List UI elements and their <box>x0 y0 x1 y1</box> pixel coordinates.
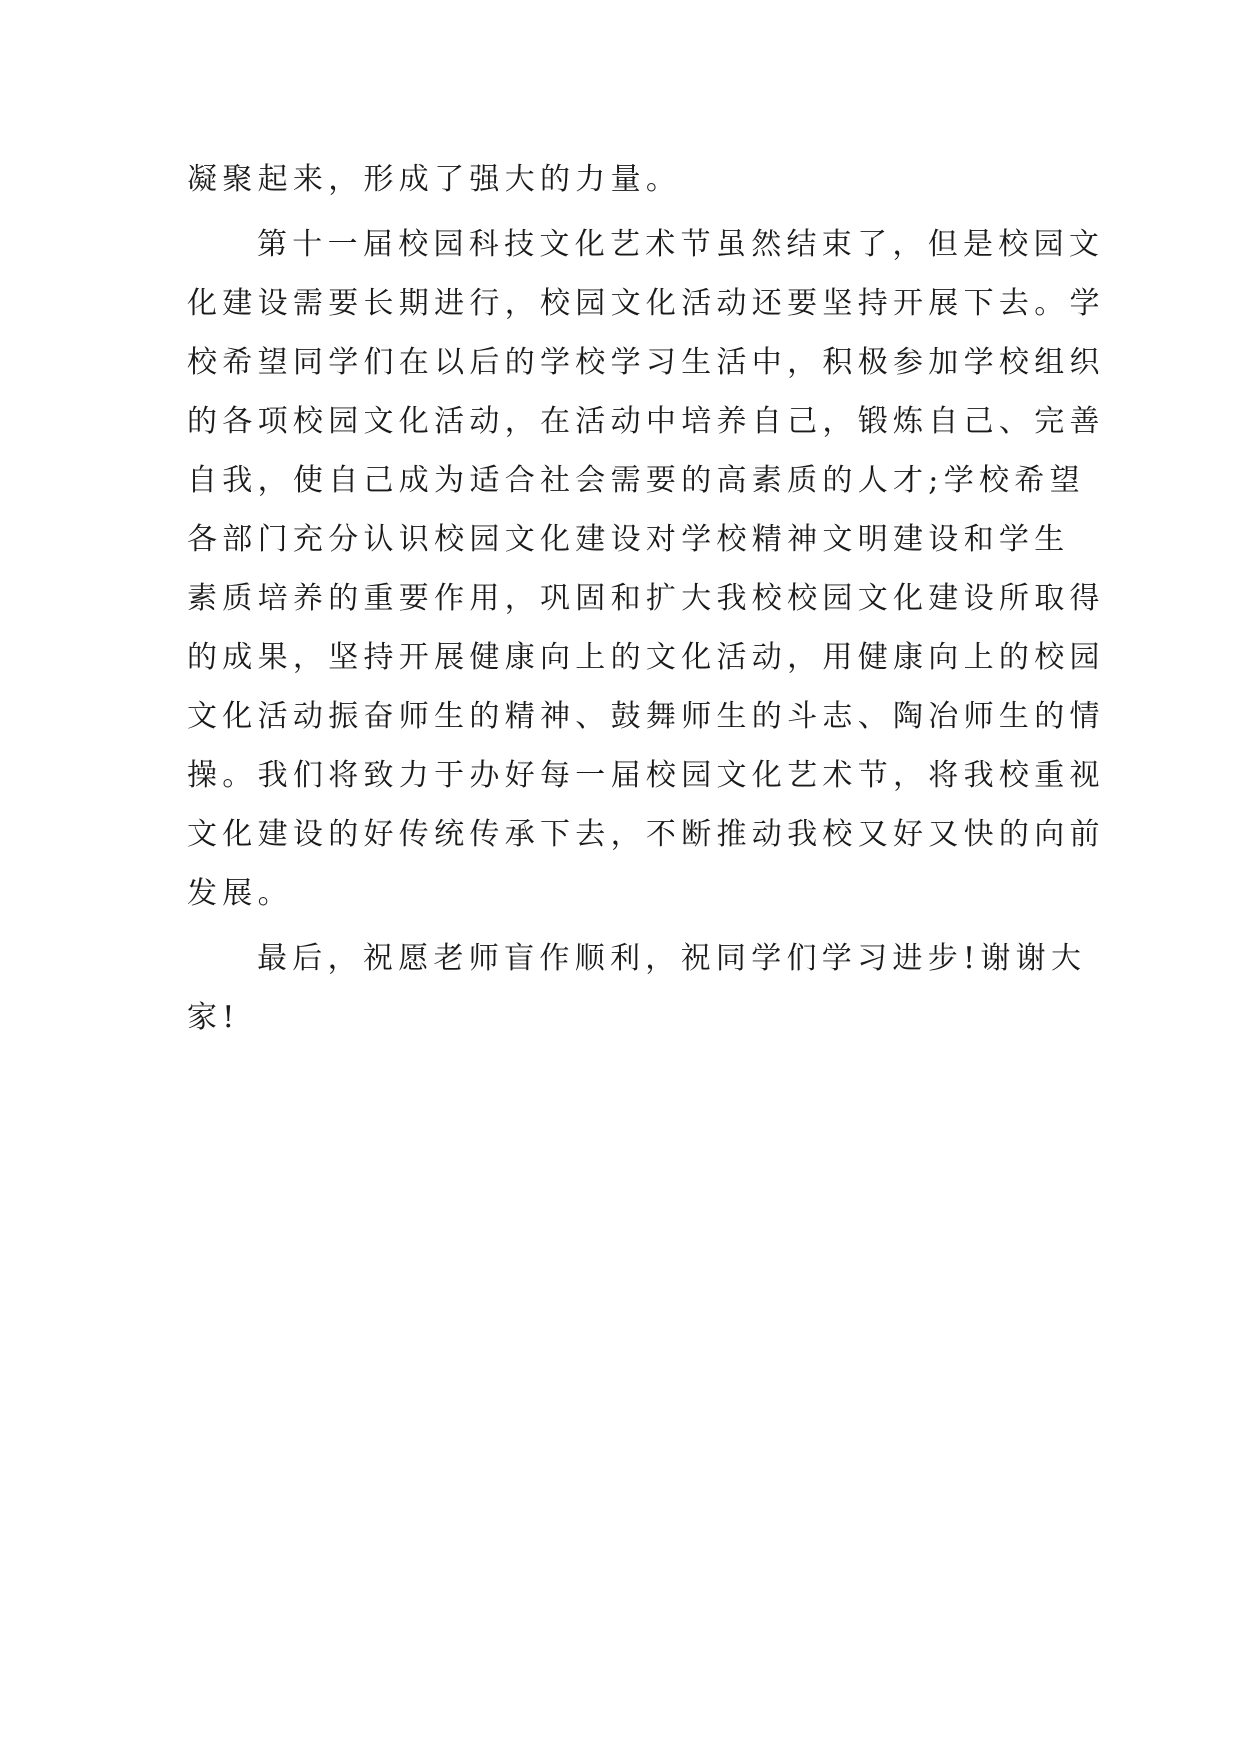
paragraph-line: 化建设需要长期进行，校园文化活动还要坚持开展下去。学 <box>187 286 1105 321</box>
paragraph-line: 素质培养的重要作用，巩固和扩大我校校园文化建设所取得 <box>187 581 1105 616</box>
paragraph-1 <box>187 150 1055 209</box>
paragraph-line: 的成果，坚持开展健康向上的文化活动，用健康向上的校园 <box>187 640 1105 675</box>
document-body <box>187 150 1105 1047</box>
paragraph-line: 发展。 <box>187 876 293 911</box>
paragraph-3 <box>187 929 1087 1047</box>
paragraph-line: 的各项校园文化活动，在活动中培养自己，锻炼自己、完善 <box>187 404 1105 439</box>
paragraph-line: 第十一届校园科技文化艺术节虽然结束了，但是校园文 <box>257 227 1105 262</box>
paragraph-line: 校希望同学们在以后的学校学习生活中，积极参加学校组织 <box>187 345 1105 380</box>
paragraph-line: 文化活动振奋师生的精神、鼓舞师生的斗志、陶冶师生的情 <box>187 699 1105 734</box>
paragraph-line: 家! <box>187 1000 240 1035</box>
paragraph-line: 操。我们将致力于办好每一届校园文化艺术节，将我校重视 <box>187 758 1105 793</box>
paragraph-line: 凝聚起来，形成了强大的力量。 <box>187 162 682 197</box>
paragraph-line: 文化建设的好传统传承下去，不断推动我校又好又快的向前 <box>187 817 1105 852</box>
paragraph-line: 自我，使自己成为适合社会需要的高素质的人才;学校希望 <box>187 463 1085 498</box>
paragraph-line: 最后，祝愿老师盲作顺利，祝同学们学习进步!谢谢大 <box>257 941 1087 976</box>
paragraph-2 <box>187 215 1105 923</box>
paragraph-line: 各部门充分认识校园文化建设对学校精神文明建设和学生 <box>187 522 1070 557</box>
